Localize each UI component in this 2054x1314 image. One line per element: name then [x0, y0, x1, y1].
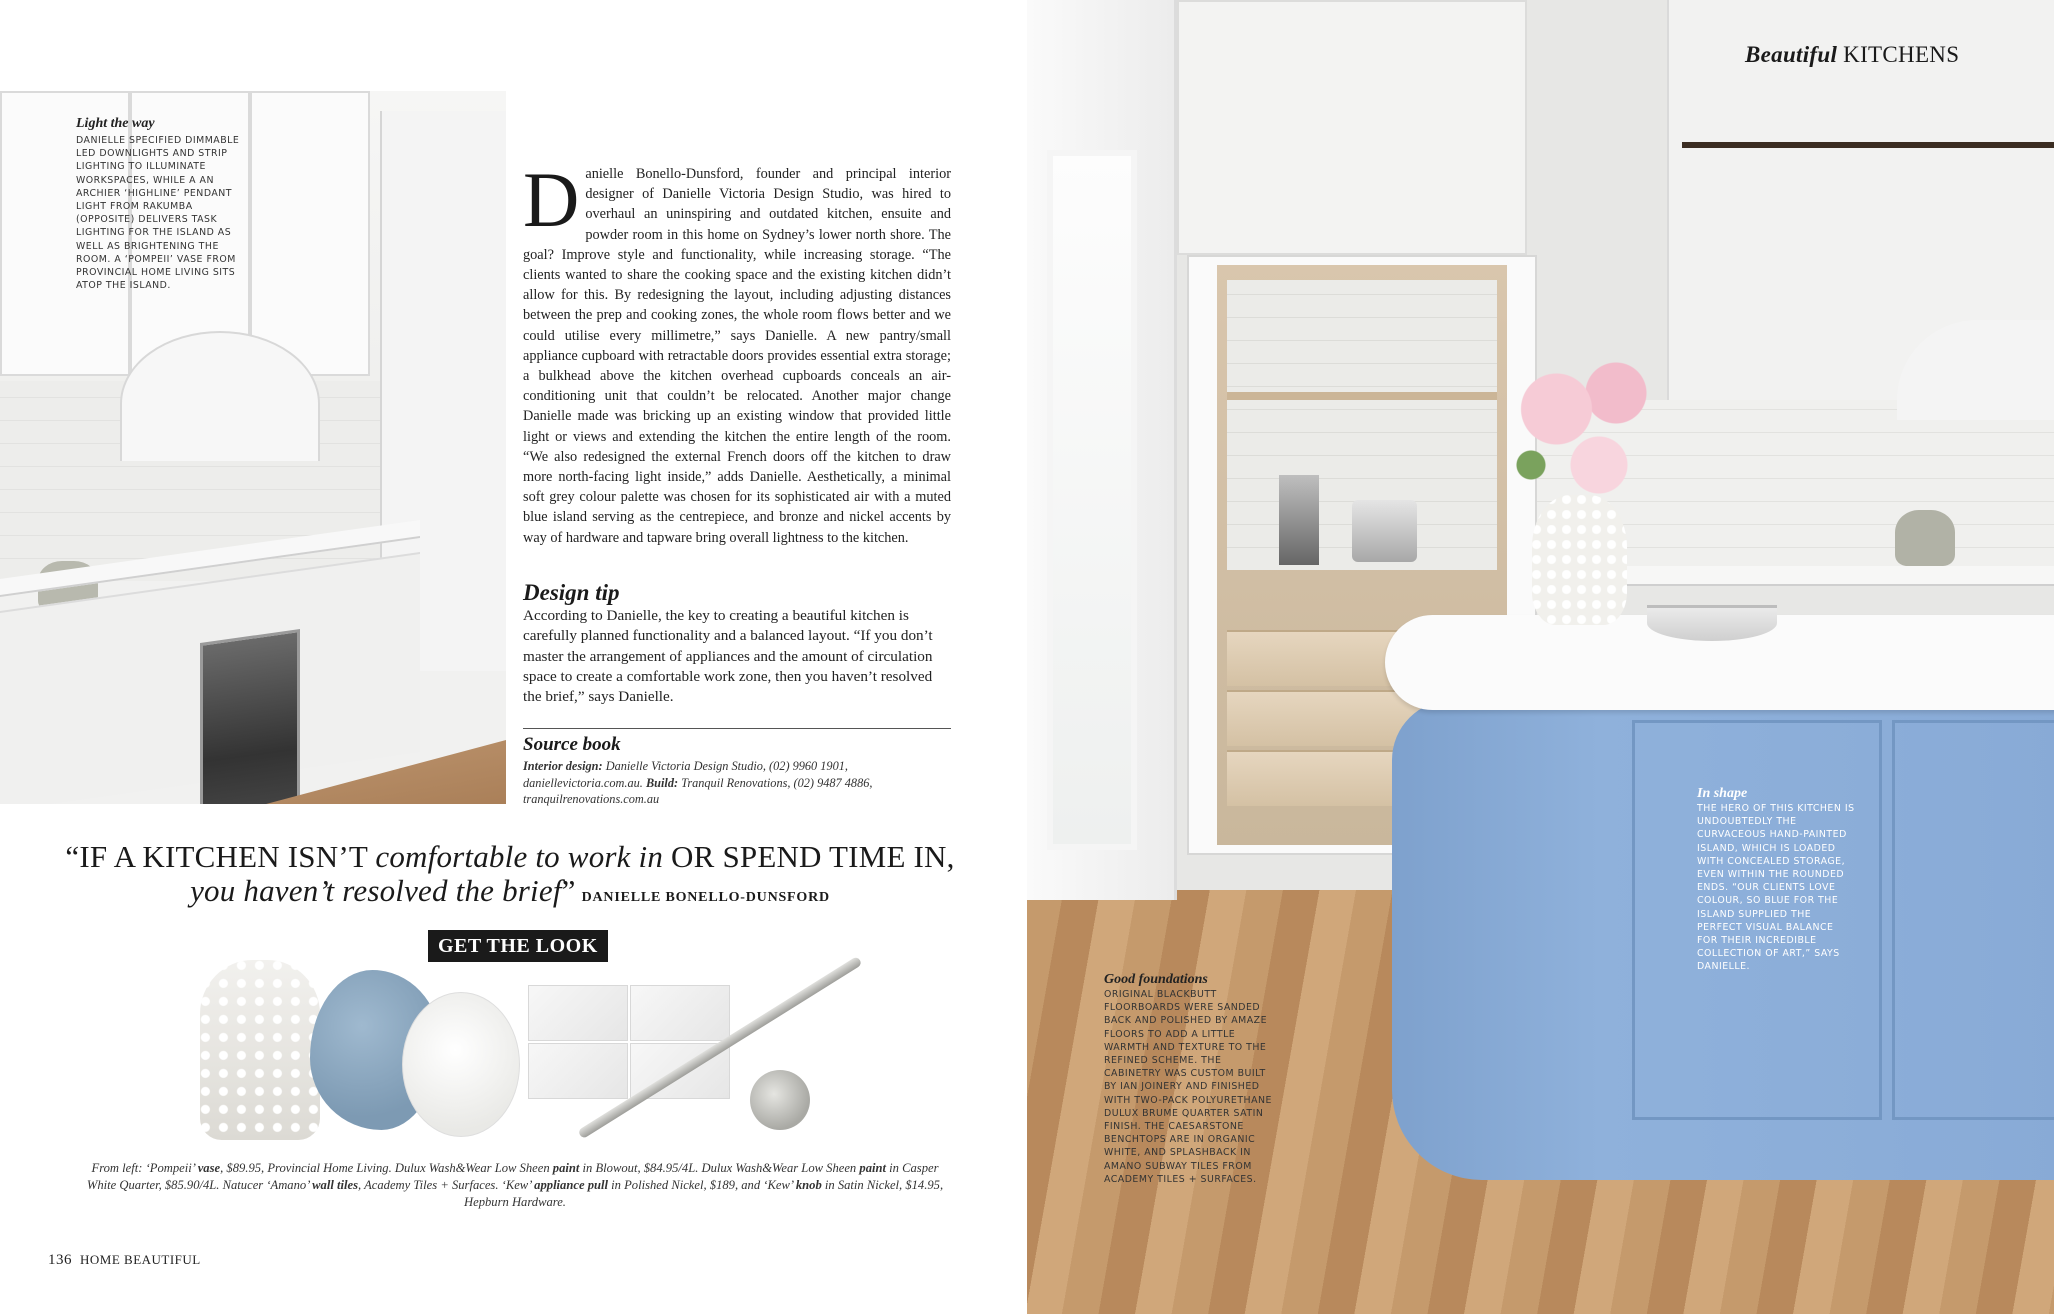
article-body — [523, 156, 951, 548]
product-tile — [528, 985, 628, 1041]
pull-quote-part: OR SPEND TIME IN, — [663, 839, 955, 874]
pull-quote-attribution: DANIELLE BONELLO-DUNSFORD — [581, 890, 830, 905]
product-tile — [528, 1043, 628, 1099]
get-the-look-label: GET THE LOOK — [428, 930, 608, 962]
caption-light-the-way — [76, 116, 246, 292]
caption-text: in Satin Nickel, $14.95, Hepburn Hardware. — [464, 1178, 944, 1209]
source-interior-text: Danielle Victoria Design Studio, (02) 9960 1901, daniellevictoria.com.au. — [523, 759, 848, 790]
caption-text: in Polished Nickel, $189, and ‘Kew’ — [608, 1178, 796, 1192]
caption-bold: paint — [552, 1161, 580, 1175]
caption-text: , Academy Tiles + Surfaces. ‘Kew’ — [358, 1178, 535, 1192]
caption-body: THE HERO OF THIS KITCHEN IS UNDOUBTEDLY THE CURVACEOUS HAND-PAINTED ISLAND, WHICH IS LOADED WITH CONCEALED STORAGE, EVEN WITHIN THE ROUNDED ENDS. “OUR CLIENTS LOVE COLOUR, SO BLUE FOR THE ISLAND SUPPLIED THE PERFECT VISUAL BALANCE FOR THEIR INCREDIBLE COLLECTION OF ART,” SAYS DANIELLE. — [1697, 803, 1855, 973]
caption-bold: wall tiles — [312, 1178, 358, 1192]
photo-pantry-shelf — [1227, 392, 1497, 400]
caption-title: Light the way — [76, 116, 155, 131]
caption-text: From left: ‘Pompeii’ — [91, 1161, 198, 1175]
caption-text: in Blowout, $84.95/4L. Dulux Wash&Wear Low Sheen — [579, 1161, 860, 1175]
pull-quote — [60, 840, 960, 915]
product-vase-image — [200, 960, 320, 1140]
masthead-italic: Beautiful — [1745, 42, 1838, 67]
pull-quote-italic: you haven’t resolved the brief — [190, 873, 562, 908]
photo-marble-bowl — [1647, 605, 1777, 641]
caption-in-shape — [1697, 786, 1857, 974]
photo-oven — [200, 629, 300, 804]
source-build-text: Tranquil Renovations, (02) 9487 4886, tranquilrenovations.com.au — [523, 775, 873, 807]
caption-text: , $89.95, Provincial Home Living. Dulux Wash&Wear Low Sheen — [220, 1161, 553, 1175]
photo-peonies — [1497, 345, 1667, 505]
masthead-rest: KITCHENS — [1843, 42, 1960, 67]
product-tile — [630, 985, 730, 1041]
source-book-text — [523, 758, 963, 808]
product-paint-casper-white-swatch — [402, 992, 520, 1137]
photo-upper-cabinet — [1177, 0, 1527, 255]
section-masthead — [1745, 42, 1959, 68]
product-knob — [750, 1070, 810, 1130]
caption-bold: knob — [795, 1178, 822, 1192]
photo-upper-cabinet — [250, 91, 370, 376]
photo-coffee-machine — [1279, 475, 1319, 565]
pull-quote-part: “IF A KITCHEN ISN’T — [65, 839, 376, 874]
design-tip-heading: Design tip — [523, 580, 620, 605]
photo-island-door — [1892, 720, 2054, 1120]
source-interior-label: Interior design: — [523, 759, 603, 773]
folio — [48, 1252, 201, 1269]
magazine-name: HOME BEAUTIFUL — [80, 1252, 201, 1267]
photo-window-pane — [1047, 150, 1137, 850]
photo-toaster — [1352, 500, 1417, 562]
caption-body: ORIGINAL BLACKBUTT FLOORBOARDS WERE SANDED BACK AND POLISHED BY AMAZE FLOORS TO ADD A LITTLE WARMTH AND TEXTURE TO THE REFINED SCHEME. THE CABINETRY WAS CUSTOM BUILT BY IAN JOINERY AND FINISHED WITH TWO-PACK POLYURETHANE DULUX BRUME QUARTER SATIN FINISH. THE CAESARSTONE BENCHTOPS ARE IN ORGANIC WHITE, AND SPLASHBACK IN AMANO SUBWAY TILES FROM ACADEMY TILES + SURFACES. — [1104, 989, 1272, 1185]
caption-bold: appliance pull — [534, 1178, 608, 1192]
drop-cap: D — [523, 156, 580, 243]
photo-utensil-jar — [1895, 510, 1955, 566]
article-body-text: anielle Bonello-Dunsford, founder and principal interior designer of Danielle Victoria Design Studio, was hired to overhaul an uninspiring and outdated kitchen, ensuite and powder room in this home on Sydney’s lower north shore. The goal? Improve style and functionality, while increasing storage. “The clients wanted to share the cooking space and the existing kitchen didn’t allow for this. By redesigning the layout, including adjusting distances between the prep and cooking zones, the whole room flows better and we could utilise every millimetre,” says Danielle. A new pantry/small appliance cupboard with retractable doors provides essential extra storage; a bulkhead above the kitchen overhead cupboards conceals an air-conditioning unit that couldn’t be relocated. Another major change Danielle made was bricking up an existing window that provided little light or views and extending the kitchen the entire length of the room. “We also redesigned the external French doors off the kitchen to draw more north-facing light inside,” adds Danielle. Aesthetically, a minimal soft grey colour palette was chosen for its sophisticated air with a muted blue island serving as the centrepiece, and bronze and nickel accents by way of hardware and tapware bring overall lightness to the kitchen. — [523, 166, 951, 546]
caption-good-foundations — [1104, 972, 1274, 1186]
source-book-heading: Source book — [523, 734, 621, 755]
pull-quote-part: ” — [561, 873, 576, 908]
caption-title: In shape — [1697, 786, 1748, 801]
caption-body: DANIELLE SPECIFIED DIMMABLE LED DOWNLIGHTS AND STRIP LIGHTING TO ILLUMINATE WORKSPACES, WHILE A AN ARCHIER ‘HIGHLINE’ PENDANT LIGHT FROM RAKUMBA (OPPOSITE) DELIVERS TASK LIGHTING FOR THE ISLAND AS WELL AS BRIGHTENING THE ROOM. A ‘POMPEII’ VASE FROM PROVINCIAL HOME LIVING SITS ATOP THE ISLAND. — [76, 135, 240, 292]
photo-pendant-light — [1682, 142, 2054, 148]
source-book-divider — [523, 728, 951, 729]
caption-bold: paint — [859, 1161, 886, 1175]
photo-pompeii-vase — [1532, 495, 1627, 625]
caption-bold: vase — [197, 1161, 221, 1175]
page-number: 136 — [48, 1252, 72, 1268]
products-caption — [80, 1160, 950, 1211]
product-lineup — [180, 950, 900, 1150]
caption-title: Good foundations — [1104, 972, 1208, 987]
source-build-label: Build: — [645, 775, 679, 790]
caption-text: in Casper White Quarter, $85.90/4L. Natucer ‘Amano’ — [86, 1161, 939, 1192]
design-tip-text: According to Danielle, the key to creating a beautiful kitchen is carefully planned functionality and a balanced layout. “If you don’t master the arrangement of appliances and the amount of circulation space to create a comfortable work zone, then you haven’t resolved the brief,” says Danielle. — [523, 607, 933, 706]
pull-quote-italic: comfortable to work in — [375, 839, 664, 874]
